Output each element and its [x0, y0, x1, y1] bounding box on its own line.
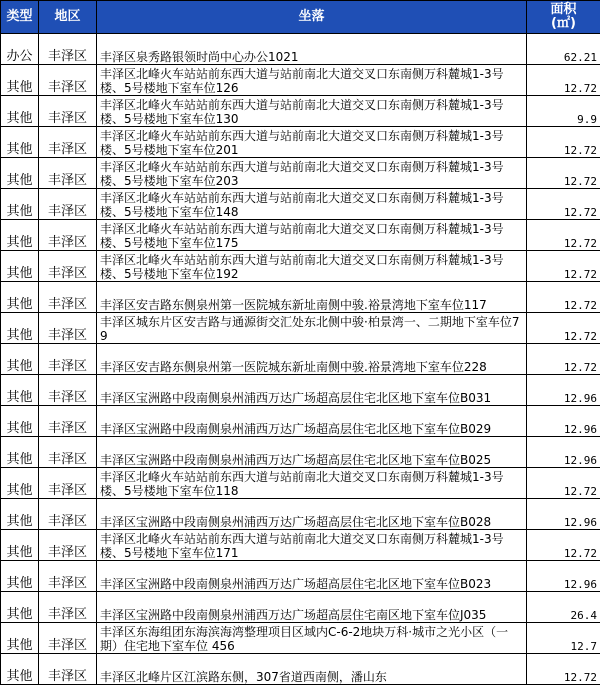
row-area-cell: 12.72: [527, 654, 600, 685]
row-type-cell: 办公: [1, 34, 39, 65]
table-row: [1, 282, 600, 313]
row-type-cell: 其他: [1, 437, 39, 468]
header-row: [1, 1, 600, 34]
row-region-cell: 丰泽区: [39, 499, 97, 530]
row-region-cell: 丰泽区: [39, 344, 97, 375]
row-area-cell: 62.21: [527, 34, 600, 65]
table-row: [1, 499, 600, 530]
row-address-cell: 丰泽区北峰火车站站前东西大道与站前南北大道交叉口东南侧万科麓城1-3号楼、5号楼地下室车位203: [97, 158, 527, 189]
row-area-cell: 12.96: [527, 437, 600, 468]
row-area-cell: 26.4: [527, 592, 600, 623]
row-type-cell: 其他: [1, 96, 39, 127]
row-area-cell: 12.72: [527, 282, 600, 313]
row-address-cell: 丰泽区北峰火车站站前东西大道与站前南北大道交叉口东南侧万科麓城1-3号楼、5号楼地下室车位118: [97, 468, 527, 499]
row-region-cell: 丰泽区: [39, 592, 97, 623]
row-type-cell: 其他: [1, 623, 39, 654]
row-area-cell: 9.9: [527, 96, 600, 127]
row-address-cell: 丰泽区宝洲路中段南侧泉州浦西万达广场超高层住宅北区地下室车位B029: [97, 406, 527, 437]
row-area-cell: 12.72: [527, 530, 600, 561]
row-address-cell: 丰泽区宝洲路中段南侧泉州浦西万达广场超高层住宅北区地下室车位B023: [97, 561, 527, 592]
row-type-cell: 其他: [1, 530, 39, 561]
row-region-cell: 丰泽区: [39, 34, 97, 65]
row-area-cell: 12.72: [527, 220, 600, 251]
row-address-cell: 丰泽区城东片区安吉路与通源街交汇处东北侧中骏·柏景湾一、二期地下室车位79: [97, 313, 527, 344]
row-region-cell: 丰泽区: [39, 561, 97, 592]
row-address-cell: 丰泽区北峰火车站站前东西大道与站前南北大道交叉口东南侧万科麓城1-3号楼、5号楼地下室车位201: [97, 127, 527, 158]
row-address-cell: 丰泽区泉秀路银领时尚中心办公1021: [97, 34, 527, 65]
table-row: [1, 561, 600, 592]
table-row: [1, 189, 600, 220]
row-type-cell: 其他: [1, 65, 39, 96]
row-type-cell: 其他: [1, 158, 39, 189]
row-address-cell: 丰泽区北峰火车站站前东西大道与站前南北大道交叉口东南侧万科麓城1-3号楼、5号楼地下室车位171: [97, 530, 527, 561]
row-type-cell: 其他: [1, 251, 39, 282]
header-region: 地区: [39, 1, 97, 34]
row-type-cell: 其他: [1, 468, 39, 499]
row-region-cell: 丰泽区: [39, 127, 97, 158]
row-region-cell: 丰泽区: [39, 654, 97, 685]
row-address-cell: 丰泽区宝洲路中段南侧泉州浦西万达广场超高层住宅北区地下室车位B025: [97, 437, 527, 468]
row-region-cell: 丰泽区: [39, 406, 97, 437]
row-address-cell: 丰泽区安吉路东侧泉州第一医院城东新址南侧中骏.裕景湾地下室车位228: [97, 344, 527, 375]
row-region-cell: 丰泽区: [39, 158, 97, 189]
row-type-cell: 其他: [1, 127, 39, 158]
row-address-cell: 丰泽区宝洲路中段南侧泉州浦西万达广场超高层住宅南区地下室车位J035: [97, 592, 527, 623]
row-area-cell: 12.72: [527, 158, 600, 189]
row-region-cell: 丰泽区: [39, 96, 97, 127]
row-address-cell: 丰泽区安吉路东侧泉州第一医院城东新址南侧中骏.裕景湾地下室车位117: [97, 282, 527, 313]
table-row: [1, 375, 600, 406]
row-type-cell: 其他: [1, 592, 39, 623]
row-area-cell: 12.96: [527, 406, 600, 437]
row-type-cell: 其他: [1, 220, 39, 251]
header-area: 面积 (㎡): [527, 1, 600, 34]
row-region-cell: 丰泽区: [39, 375, 97, 406]
row-area-cell: 12.72: [527, 127, 600, 158]
row-region-cell: 丰泽区: [39, 189, 97, 220]
table-row: [1, 251, 600, 282]
row-area-cell: 12.72: [527, 313, 600, 344]
table-row: [1, 437, 600, 468]
row-address-cell: 丰泽区北峰片区江滨路东侧，307省道西南侧，潘山东: [97, 654, 527, 685]
table-row: [1, 127, 600, 158]
row-area-cell: 12.7: [527, 623, 600, 654]
row-address-cell: 丰泽区宝洲路中段南侧泉州浦西万达广场超高层住宅北区地下室车位B031: [97, 375, 527, 406]
row-address-cell: 丰泽区北峰火车站站前东西大道与站前南北大道交叉口东南侧万科麓城1-3号楼、5号楼地下室车位148: [97, 189, 527, 220]
row-address-cell: 丰泽区东海组团东海滨海湾整理项目区域内C-6-2地块万科·城市之光小区（一期）住宅地下室车位 456: [97, 623, 527, 654]
row-type-cell: 其他: [1, 375, 39, 406]
row-type-cell: 其他: [1, 189, 39, 220]
row-region-cell: 丰泽区: [39, 282, 97, 313]
row-area-cell: 12.72: [527, 251, 600, 282]
table-row: [1, 530, 600, 561]
table-row: [1, 220, 600, 251]
table-row: [1, 406, 600, 437]
row-region-cell: 丰泽区: [39, 313, 97, 344]
row-region-cell: 丰泽区: [39, 530, 97, 561]
row-area-cell: 12.72: [527, 189, 600, 220]
row-area-cell: 12.72: [527, 344, 600, 375]
row-area-cell: 12.96: [527, 561, 600, 592]
row-region-cell: 丰泽区: [39, 468, 97, 499]
table-row: [1, 158, 600, 189]
table-row: [1, 313, 600, 344]
table-row: [1, 96, 600, 127]
table-row: [1, 654, 600, 685]
row-area-cell: 12.96: [527, 375, 600, 406]
row-type-cell: 其他: [1, 561, 39, 592]
row-region-cell: 丰泽区: [39, 65, 97, 96]
row-region-cell: 丰泽区: [39, 251, 97, 282]
row-region-cell: 丰泽区: [39, 623, 97, 654]
row-address-cell: 丰泽区北峰火车站站前东西大道与站前南北大道交叉口东南侧万科麓城1-3号楼、5号楼地下室车位130: [97, 96, 527, 127]
row-type-cell: 其他: [1, 499, 39, 530]
row-region-cell: 丰泽区: [39, 437, 97, 468]
header-address: 坐落: [97, 1, 527, 34]
row-type-cell: 其他: [1, 406, 39, 437]
row-area-cell: 12.96: [527, 499, 600, 530]
table-row: [1, 34, 600, 65]
table-row: [1, 65, 600, 96]
row-type-cell: 其他: [1, 313, 39, 344]
row-type-cell: 其他: [1, 344, 39, 375]
row-region-cell: 丰泽区: [39, 220, 97, 251]
table-row: [1, 344, 600, 375]
row-type-cell: 其他: [1, 654, 39, 685]
row-address-cell: 丰泽区北峰火车站站前东西大道与站前南北大道交叉口东南侧万科麓城1-3号楼、5号楼地下室车位126: [97, 65, 527, 96]
row-address-cell: 丰泽区宝洲路中段南侧泉州浦西万达广场超高层住宅北区地下室车位B028: [97, 499, 527, 530]
row-address-cell: 丰泽区北峰火车站站前东西大道与站前南北大道交叉口东南侧万科麓城1-3号楼、5号楼地下室车位192: [97, 251, 527, 282]
row-area-cell: 12.72: [527, 65, 600, 96]
row-area-cell: 12.72: [527, 468, 600, 499]
table-row: [1, 468, 600, 499]
header-type: 类型: [1, 1, 39, 34]
table-row: [1, 623, 600, 654]
table-row: [1, 592, 600, 623]
row-address-cell: 丰泽区北峰火车站站前东西大道与站前南北大道交叉口东南侧万科麓城1-3号楼、5号楼地下室车位175: [97, 220, 527, 251]
row-type-cell: 其他: [1, 282, 39, 313]
